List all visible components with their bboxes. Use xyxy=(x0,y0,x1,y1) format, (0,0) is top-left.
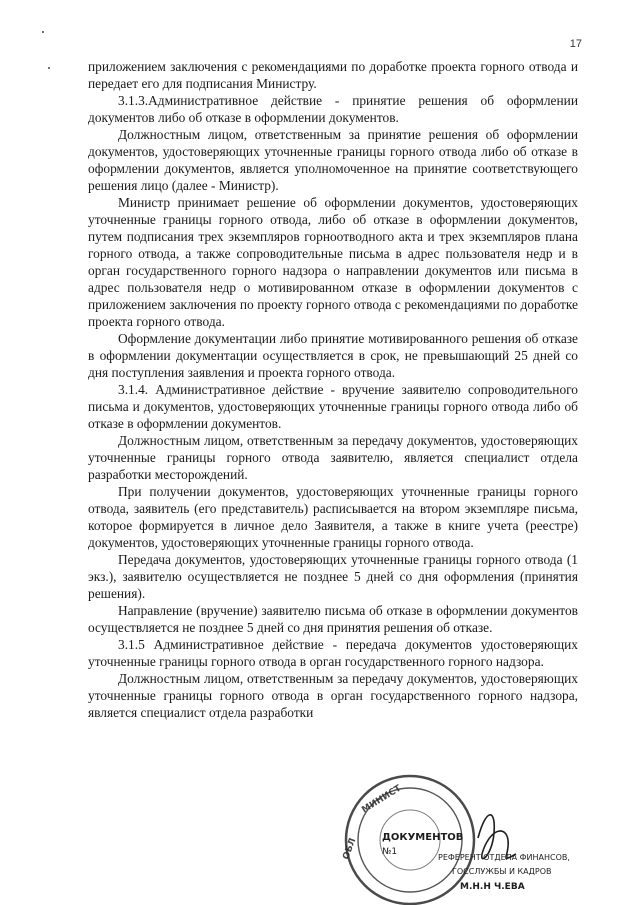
svg-text:ОБЛ: ОБЛ xyxy=(341,836,359,862)
paragraph: 3.1.5 Административное действие - передача документов удостоверяющих уточненные границы горного отвода в орган государственного горного надзора. xyxy=(88,637,578,669)
stamp-seal xyxy=(346,776,474,904)
paragraph: Министр принимает решение об оформлении документов, удостоверяющих уточненные границы горного отвода, либо об отказе в оформлении документов, путем подписания трех экземпляров горноотводного акта и трех экземпляров плана горного отвода, а также сопроводительные письма в адрес пользователя недр и в орган государственного горного надзора о направлении документов или письма в адрес пользователя недр о мотивированном отказе в оформлении документов с приложением заключения по проекту горного отвода с рекомендациями по доработке проекта горного отвода. xyxy=(88,195,578,329)
paragraph: Направление (вручение) заявителю письма об отказе в оформлении документов осуществляется не позднее 5 дней со дня принятия решения об отказе. xyxy=(88,603,578,635)
scan-speck xyxy=(48,67,50,69)
svg-text:МИНИСТ: МИНИСТ xyxy=(360,783,404,816)
paragraph: Оформление документации либо принятие мотивированного решения об отказе в оформлении документации осуществляется в срок, не превышающий 25 дней со дня поступления заявления и проекта горного отвода. xyxy=(88,331,578,380)
paragraph: Должностным лицом, ответственным за принятие решения об оформлении документов, удостоверяющих уточненные границы горного отвода либо об отказе в оформлении документов, является уполномоченное на принятие соответствующего решения лицо (далее - Министр). xyxy=(88,127,578,193)
paragraph: приложением заключения с рекомендациями по доработке проекта горного отвода и передает его для подписания Министру. xyxy=(88,59,578,91)
document-body xyxy=(88,58,578,721)
scan-speck xyxy=(42,31,44,33)
stamp-side-line: М.Н.Н Ч.ЕВА xyxy=(460,882,525,892)
stamp-center-line: №1 xyxy=(382,847,398,857)
paragraph: Передача документов, удостоверяющих уточненные границы горного отвода (1 экз.), заявителю осуществляется не позднее 5 дней со дня оформления (принятия решения). xyxy=(88,552,578,601)
paragraph: 3.1.3.Административное действие - принятие решения об оформлении документов либо об отказе в оформлении документов. xyxy=(88,93,578,125)
official-stamp xyxy=(336,768,594,905)
page-number: 17 xyxy=(569,38,582,50)
paragraph: При получении документов, удостоверяющих уточненные границы горного отвода, заявитель (его представитель) расписывается на втором экземпляре письма, которое формируется в личное дело Заявителя, а также в книге учета (реестре) документов, удостоверяющих уточненные границы горного отвода. xyxy=(88,484,578,550)
stamp-center-line: ДОКУМЕНТОВ xyxy=(382,832,464,843)
stamp-ring-text xyxy=(341,783,403,861)
stamp-side-line: РЕФЕРЕНТ ОТДЕЛА ФИНАНСОВ, xyxy=(438,853,570,862)
signature-scribble xyxy=(478,815,516,859)
paragraph: 3.1.4. Административное действие - вручение заявителю сопроводительного письма и документов, удостоверяющих уточненные границы горного отвода либо об отказе в оформлении документов. xyxy=(88,382,578,431)
paragraph: Должностным лицом, ответственным за передачу документов, удостоверяющих уточненные границы горного отвода заявителю, является специалист отдела разработки месторождений. xyxy=(88,433,578,482)
paragraph: Должностным лицом, ответственным за передачу документов, удостоверяющих уточненные границы горного отвода в орган государственного горного надзора, является специалист отдела разработки xyxy=(88,671,578,720)
stamp-side-line: ГОССЛУЖБЫ И КАДРОВ xyxy=(452,867,552,876)
